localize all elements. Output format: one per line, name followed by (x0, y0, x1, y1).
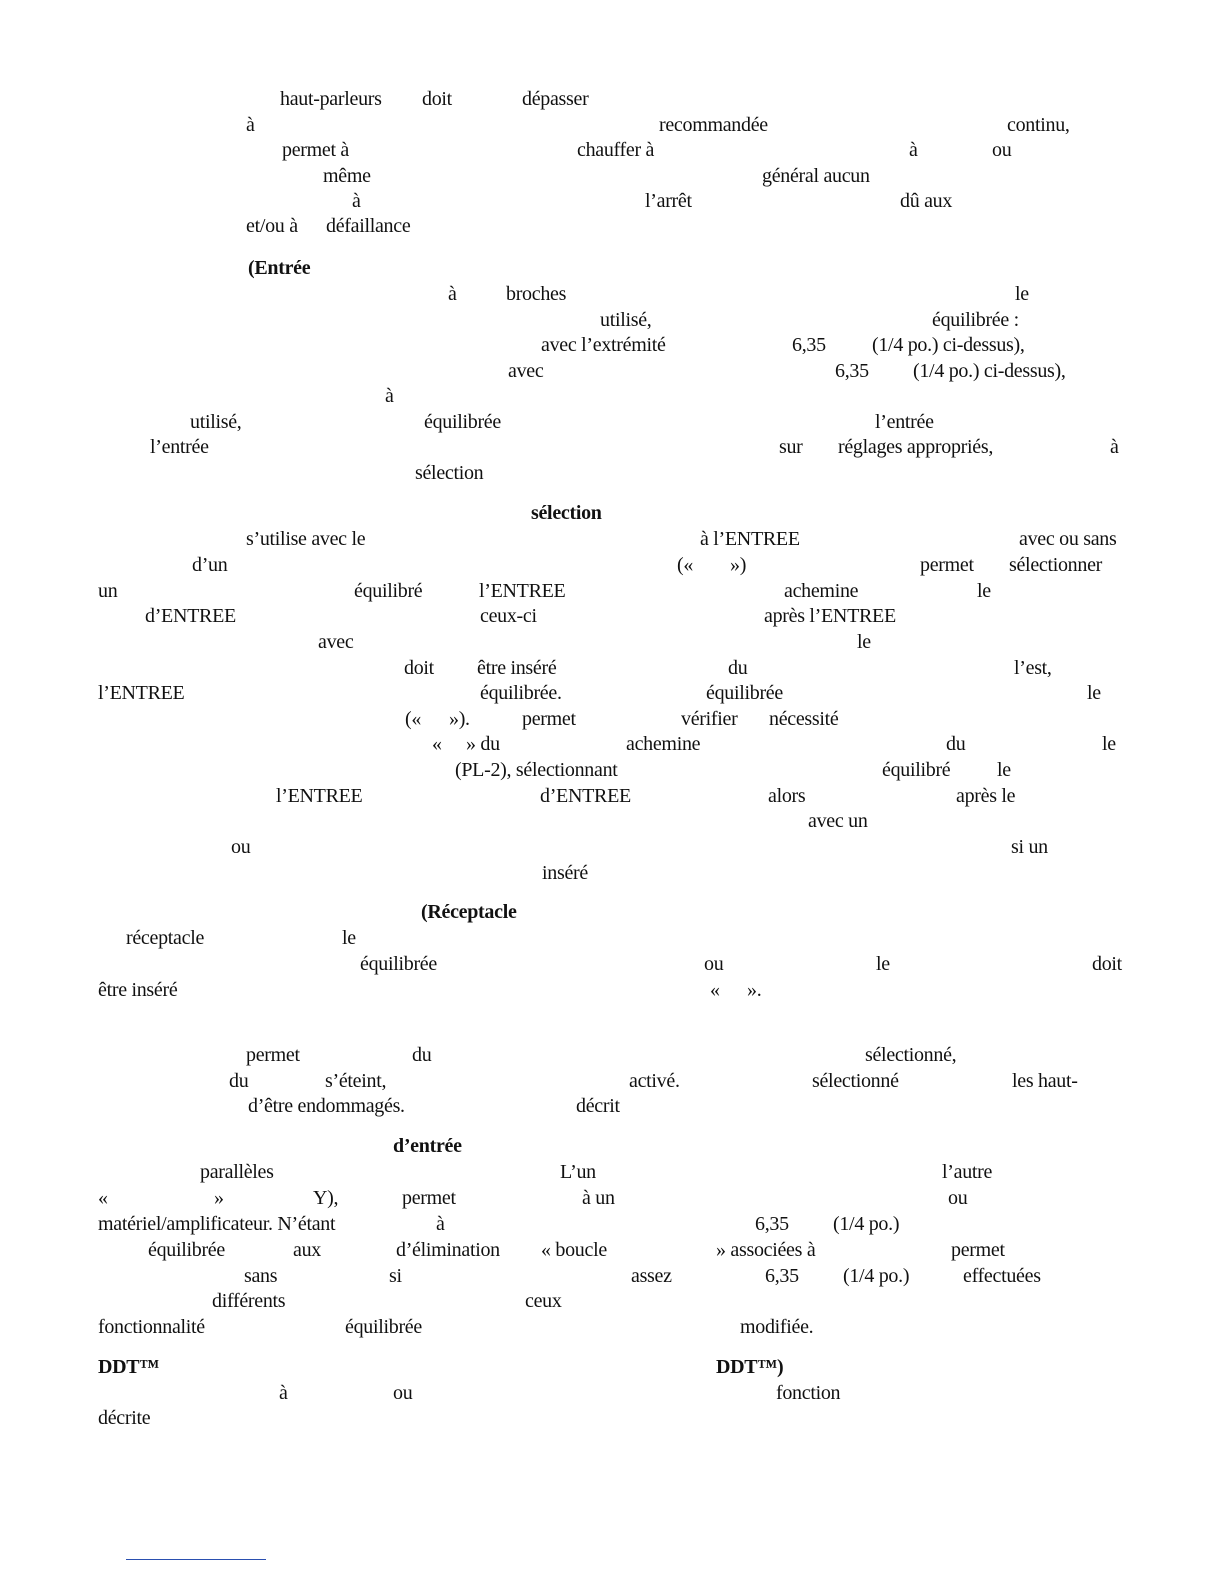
text-fragment: permet (246, 1044, 300, 1066)
text-fragment: achemine (784, 580, 859, 602)
text-fragment: « (432, 733, 442, 755)
text-fragment: (PL-2), sélectionnant (455, 759, 618, 781)
text-fragment: effectuées (963, 1265, 1041, 1287)
text-fragment: ceux (525, 1290, 562, 1312)
text-fragment: inséré (542, 862, 588, 884)
text-fragment: continu, (1007, 114, 1070, 136)
text-fragment: sélectionné, (865, 1044, 957, 1066)
text-fragment: décrite (98, 1407, 151, 1429)
heading-fragment: DDT™ (98, 1356, 160, 1378)
text-fragment: équilibré (882, 759, 951, 781)
text-fragment: L’un (560, 1161, 596, 1183)
text-fragment: permet à (282, 139, 350, 161)
text-fragment: un (98, 580, 118, 602)
text-fragment: (1/4 po.) ci-dessus), (872, 334, 1025, 356)
text-fragment: » associées à (716, 1239, 816, 1261)
text-fragment: différents (212, 1290, 286, 1312)
text-fragment: l’autre (942, 1161, 993, 1183)
heading-fragment: (Réceptacle (421, 901, 517, 923)
text-fragment: recommandée (659, 114, 768, 136)
text-fragment: équilibrée. (480, 682, 562, 704)
text-fragment: permet (402, 1187, 456, 1209)
text-fragment: matériel/amplificateur. N’étant (98, 1213, 336, 1235)
text-fragment: le (1015, 283, 1029, 305)
text-fragment: l’entrée (875, 411, 934, 433)
text-fragment: le (342, 927, 356, 949)
text-fragment: les haut- (1012, 1070, 1078, 1092)
text-fragment: utilisé, (190, 411, 242, 433)
text-fragment: chauffer à (577, 139, 655, 161)
text-fragment: vérifier (681, 708, 738, 730)
text-fragment: avec un (808, 810, 868, 832)
text-fragment: équilibré (354, 580, 423, 602)
text-fragment: « boucle (541, 1239, 607, 1261)
text-fragment: l’est, (1014, 657, 1052, 679)
text-fragment: (1/4 po.) (843, 1265, 910, 1287)
text-fragment: utilisé, (600, 309, 652, 331)
text-fragment: être inséré (477, 657, 557, 679)
text-fragment: permet (951, 1239, 1005, 1261)
text-fragment: sans (244, 1265, 278, 1287)
text-fragment: équilibrée (424, 411, 501, 433)
text-fragment: s’utilise avec le (246, 528, 366, 550)
text-fragment: à un (582, 1187, 615, 1209)
text-fragment: (« (405, 708, 422, 730)
text-fragment: avec (318, 631, 354, 653)
text-fragment: à (246, 114, 255, 136)
text-fragment: et/ou à (246, 215, 298, 237)
text-fragment: l’ENTREE (276, 785, 363, 807)
text-fragment: (« (677, 554, 694, 576)
text-fragment: alors (768, 785, 806, 807)
text-fragment: le (1087, 682, 1101, 704)
text-fragment: l’entrée (150, 436, 209, 458)
text-fragment: à (385, 385, 394, 407)
text-fragment: du (412, 1044, 432, 1066)
text-fragment: permet (522, 708, 576, 730)
text-fragment: réglages appropriés, (838, 436, 994, 458)
text-fragment: s’éteint, (325, 1070, 387, 1092)
text-fragment: le (1102, 733, 1116, 755)
text-fragment: le (876, 953, 890, 975)
text-fragment: (1/4 po.) ci-dessus), (913, 360, 1066, 382)
text-fragment: assez (631, 1265, 672, 1287)
text-fragment: le (857, 631, 871, 653)
text-fragment: fonctionnalité (98, 1316, 205, 1338)
text-fragment: sur (779, 436, 803, 458)
text-fragment: ou (393, 1382, 413, 1404)
text-fragment: sélectionné (812, 1070, 899, 1092)
text-fragment: (1/4 po.) (833, 1213, 900, 1235)
text-fragment: ») (730, 554, 747, 576)
text-fragment: aux (293, 1239, 321, 1261)
text-fragment: 6,35 (755, 1213, 789, 1235)
text-fragment: le (997, 759, 1011, 781)
text-fragment: ou (992, 139, 1012, 161)
text-fragment: décrit (576, 1095, 620, 1117)
text-fragment: d’ENTREE (145, 605, 236, 627)
text-fragment: ceux-ci (480, 605, 537, 627)
text-fragment: ou (231, 836, 251, 858)
text-fragment: » (214, 1187, 224, 1209)
text-fragment: l’ENTREE (479, 580, 566, 602)
text-fragment: l’ENTREE (98, 682, 185, 704)
text-fragment: « (710, 979, 720, 1001)
text-fragment: à (352, 190, 361, 212)
text-fragment: permet (920, 554, 974, 576)
text-fragment: ou (704, 953, 724, 975)
text-fragment: ou (948, 1187, 968, 1209)
text-fragment: du (946, 733, 966, 755)
text-fragment: achemine (626, 733, 701, 755)
text-fragment: à (909, 139, 918, 161)
text-fragment: sélectionner (1009, 554, 1103, 576)
text-fragment: équilibrée : (932, 309, 1019, 331)
text-fragment: activé. (629, 1070, 680, 1092)
text-fragment: broches (506, 283, 567, 305)
text-fragment: l’arrêt (645, 190, 692, 212)
text-fragment: modifiée. (740, 1316, 814, 1338)
text-fragment: doit (1092, 953, 1122, 975)
text-fragment: après le (956, 785, 1016, 807)
text-fragment: du (229, 1070, 249, 1092)
text-fragment: avec ou sans (1019, 528, 1117, 550)
text-fragment: du (728, 657, 748, 679)
heading-fragment: DDT™) (716, 1356, 784, 1378)
text-fragment: 6,35 (835, 360, 869, 382)
text-fragment: à l’ENTREE (700, 528, 800, 550)
text-fragment: Y), (313, 1187, 339, 1209)
text-fragment: « (98, 1187, 108, 1209)
text-fragment: sélection (415, 462, 484, 484)
heading-fragment: (Entrée (248, 257, 311, 279)
text-fragment: doit (404, 657, 434, 679)
text-fragment: doit (422, 88, 452, 110)
text-fragment: même (323, 165, 371, 187)
text-fragment: parallèles (200, 1161, 274, 1183)
text-fragment: ». (747, 979, 762, 1001)
text-fragment: général aucun (762, 165, 870, 187)
text-fragment: d’un (192, 554, 228, 576)
text-fragment: réceptacle (126, 927, 205, 949)
text-fragment: nécessité (769, 708, 839, 730)
text-fragment: à (448, 283, 457, 305)
text-fragment: à (279, 1382, 288, 1404)
text-fragment: »). (449, 708, 470, 730)
footnote-rule (126, 1559, 266, 1560)
text-fragment: équilibrée (360, 953, 437, 975)
text-fragment: d’ENTREE (540, 785, 631, 807)
text-fragment: dépasser (522, 88, 589, 110)
text-fragment: si un (1011, 836, 1048, 858)
text-fragment: équilibrée (706, 682, 783, 704)
text-fragment: équilibrée (345, 1316, 422, 1338)
text-fragment: dû aux (900, 190, 953, 212)
text-fragment: fonction (776, 1382, 841, 1404)
text-fragment: haut-parleurs (280, 88, 382, 110)
text-fragment: à (436, 1213, 445, 1235)
text-fragment: le (977, 580, 991, 602)
text-fragment: après l’ENTREE (764, 605, 896, 627)
text-fragment: équilibrée (148, 1239, 225, 1261)
text-fragment: 6,35 (765, 1265, 799, 1287)
text-fragment: avec l’extrémité (541, 334, 666, 356)
heading-fragment: sélection (531, 502, 602, 524)
heading-fragment: d’entrée (393, 1135, 462, 1157)
text-fragment: défaillance (326, 215, 411, 237)
text-fragment: d’élimination (396, 1239, 500, 1261)
text-fragment: être inséré (98, 979, 178, 1001)
text-fragment: avec (508, 360, 544, 382)
text-fragment: à (1110, 436, 1119, 458)
text-fragment: d’être endommagés. (248, 1095, 405, 1117)
text-fragment: » du (466, 733, 500, 755)
text-fragment: si (389, 1265, 402, 1287)
text-fragment: 6,35 (792, 334, 826, 356)
